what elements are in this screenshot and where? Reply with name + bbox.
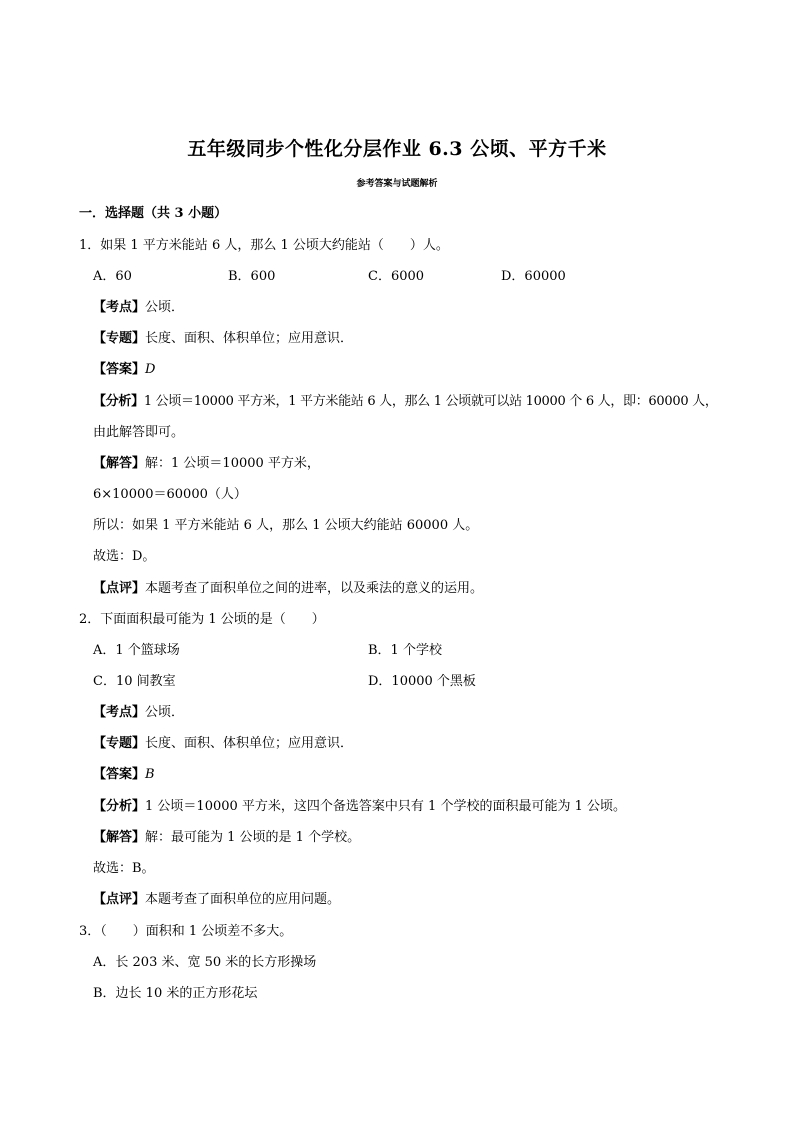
- zhuanti-tag: 【专题】: [93, 331, 146, 346]
- kaodian-text: 公顷．: [145, 300, 185, 315]
- question-2-stem: 2．下面面积最可能为 1 公顷的是（ ）: [79, 612, 325, 627]
- question-2-option-b: B．1 个学校: [368, 643, 442, 658]
- question-1-kaodian: [93, 299, 184, 317]
- kaodian-tag: 【考点】: [93, 300, 146, 315]
- question-2-daan: [93, 766, 155, 784]
- fenxi-tag: 【分析】: [93, 799, 146, 814]
- question-1-option-a: A．60: [93, 269, 132, 284]
- question-1-zhuanti: [93, 330, 353, 348]
- question-3-option-a: A．长 203 米、宽 50 米的长方形操场: [93, 955, 317, 970]
- question-1-fenxi-cont: 由此解答即可。: [93, 425, 185, 440]
- section-heading: 一．选择题（共 3 小题）: [79, 206, 228, 221]
- fenxi-text-1: 1 公顷＝10000 平方米，1 平方米能站 6 人，那么 1 公顷就可以站 10000 个 6 人，即：60000 人，: [143, 394, 718, 409]
- zhuanti-tag: 【专题】: [93, 736, 146, 751]
- dianping-tag: 【点评】: [93, 581, 146, 596]
- question-1-jieda-line-3: 所以：如果 1 平方米能站 6 人，那么 1 公顷大约能站 60000 人。: [93, 518, 479, 533]
- question-1-daan: [93, 361, 155, 379]
- dianping-text: 本题考查了面积单位之间的进率，以及乘法的意义的运用。: [145, 581, 484, 596]
- question-2-fenxi: [93, 798, 626, 816]
- question-1-jieda-line-4: 故选：D。: [93, 549, 156, 564]
- question-1-option-d: D．60000: [501, 269, 566, 284]
- question-1-option-b: B．600: [228, 269, 276, 284]
- jieda-tag: 【解答】: [93, 830, 146, 845]
- question-2-jieda-line-2: 故选：B。: [93, 861, 155, 876]
- jieda-tag: 【解答】: [93, 456, 146, 471]
- fenxi-text-1: 1 公顷＝10000 平方米，这四个备选答案中只有 1 个学校的面积最可能为 1 公顷。: [145, 799, 626, 814]
- question-1-jieda: [93, 455, 320, 473]
- kaodian-tag: 【考点】: [93, 705, 146, 720]
- zhuanti-text: 长度、面积、体积单位；应用意识．: [145, 331, 354, 346]
- fenxi-tag: 【分析】: [93, 394, 144, 409]
- question-2-zhuanti: [93, 735, 353, 753]
- kaodian-text: 公顷．: [145, 705, 185, 720]
- question-1-jieda-line-2: 6×10000＝60000（人）: [93, 487, 247, 502]
- question-2-jieda: [93, 829, 360, 847]
- question-2-kaodian: [93, 704, 184, 722]
- jieda-text-1: 解：最可能为 1 公顷的是 1 个学校。: [145, 830, 361, 845]
- dianping-tag: 【点评】: [93, 892, 146, 907]
- question-1-dianping: [93, 580, 483, 598]
- jieda-text-1: 解：1 公顷＝10000 平方米，: [145, 456, 320, 471]
- daan-tag: 【答案】: [93, 362, 146, 377]
- question-3-stem: 3．（ ）面积和 1 公顷差不多大。: [79, 924, 293, 939]
- question-1-stem: 1．如果 1 平方米能站 6 人，那么 1 公顷大约能站（ ）人。: [79, 238, 449, 253]
- question-3-option-b: B．边长 10 米的正方形花坛: [93, 986, 258, 1001]
- daan-text: D: [145, 362, 156, 377]
- zhuanti-text: 长度、面积、体积单位；应用意识．: [145, 736, 354, 751]
- question-1-option-c: C．6000: [368, 269, 425, 284]
- question-1-fenxi: [93, 393, 718, 411]
- document-title: 五年级同步个性化分层作业 6.3 公顷、平方千米: [187, 138, 607, 160]
- daan-text: B: [145, 767, 155, 782]
- daan-tag: 【答案】: [93, 767, 146, 782]
- question-2-option-a: A．1 个篮球场: [93, 643, 180, 658]
- dianping-text: 本题考查了面积单位的应用问题。: [145, 892, 341, 907]
- document-subtitle: 参考答案与试题解析: [356, 179, 438, 189]
- question-2-option-d: D．10000 个黑板: [368, 674, 476, 689]
- question-2-option-c: C．10 间教室: [93, 674, 176, 689]
- question-2-dianping: [93, 891, 340, 909]
